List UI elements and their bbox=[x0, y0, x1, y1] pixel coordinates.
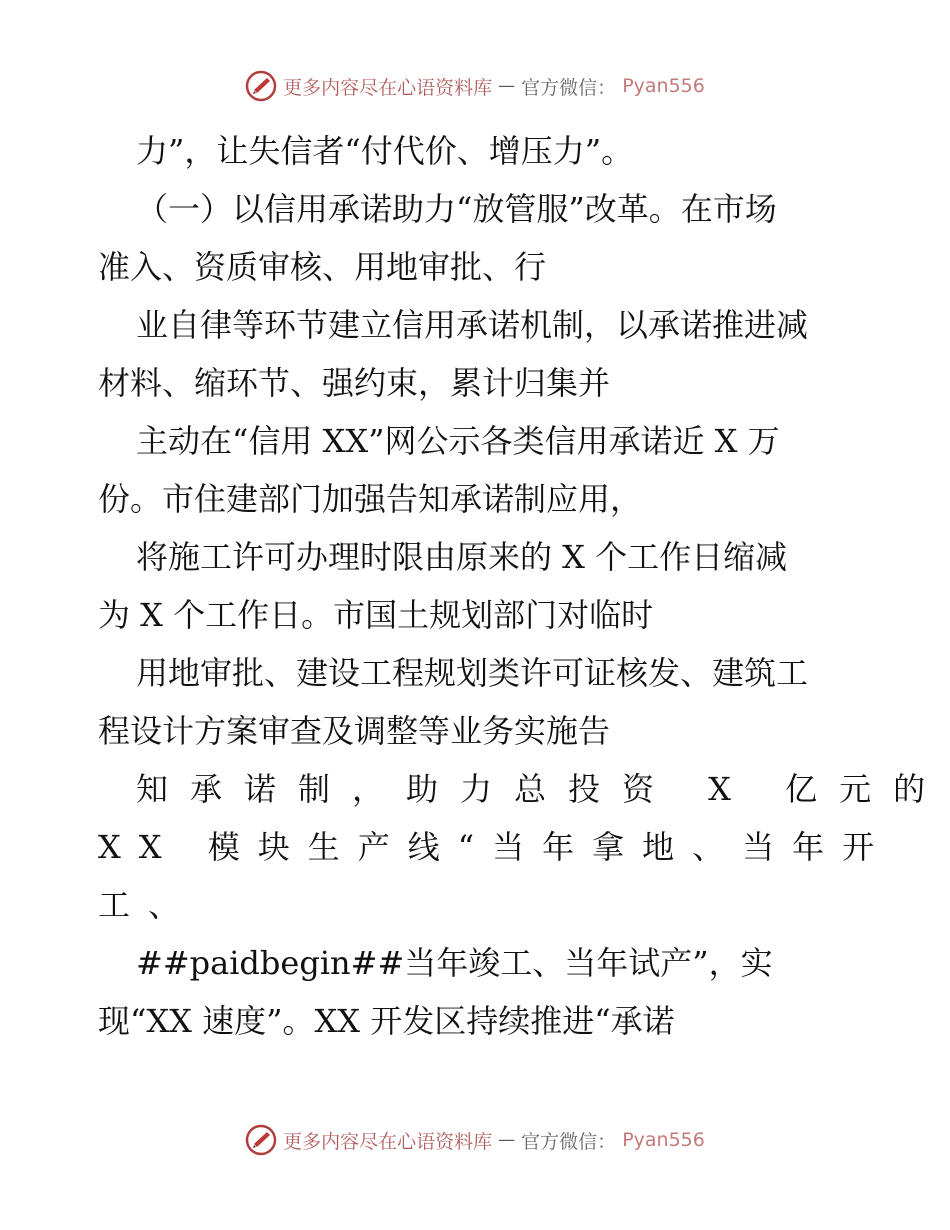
watermark-main-text: 更多内容尽在心语资料库 bbox=[283, 1130, 493, 1153]
text-line: 用地审批、建设工程规划类许可证核发、建筑工 bbox=[136, 654, 809, 692]
watermark-wechat-label: 官方微信： bbox=[521, 76, 617, 99]
text-line: 准入、资质审核、用地审批、行 bbox=[98, 248, 547, 286]
text-line: （一）以信用承诺助力“放管服”改革。在市场 bbox=[136, 190, 777, 228]
watermark-wechat-id: Pyan556 bbox=[622, 1129, 705, 1151]
text-line: 现“XX 速度”。XX 开发区持续推进“承诺 bbox=[98, 1002, 675, 1040]
watermark-separator: — bbox=[498, 76, 516, 96]
watermark-separator: — bbox=[498, 1130, 516, 1150]
text-line: 业自律等环节建立信用承诺机制，以承诺推进减 bbox=[136, 306, 809, 344]
footer-watermark bbox=[0, 1124, 950, 1156]
text-line: ##paidbegin##当年竣工、当年试产”，实 bbox=[136, 944, 773, 982]
watermark-main-text: 更多内容尽在心语资料库 bbox=[283, 76, 493, 99]
text-line: 力”，让失信者“付代价、增压力”。 bbox=[136, 132, 634, 170]
text-line: 主动在“信用 XX”网公示各类信用承诺近 X 万 bbox=[136, 422, 780, 460]
document-body bbox=[98, 122, 948, 1050]
text-line: 将施工许可办理时限由原来的 X 个工作日缩减 bbox=[136, 538, 788, 576]
watermark-wechat-label: 官方微信： bbox=[521, 1130, 617, 1153]
text-line: 工、 bbox=[98, 886, 199, 924]
header-watermark bbox=[0, 70, 950, 102]
logo-icon bbox=[245, 70, 277, 102]
text-line: 知承诺制，助力总投资 X 亿元的 bbox=[136, 770, 948, 808]
text-line: 材料、缩环节、强约束，累计归集并 bbox=[98, 364, 611, 402]
watermark-wechat-id: Pyan556 bbox=[622, 75, 705, 97]
text-line: 程设计方案审查及调整等业务实施告 bbox=[98, 712, 611, 750]
text-line: 份。市住建部门加强告知承诺制应用， bbox=[98, 480, 643, 518]
text-line: XX 模块生产线“当年拿地、当年开 bbox=[98, 828, 893, 866]
text-line: 为 X 个工作日。市国土规划部门对临时 bbox=[98, 596, 654, 634]
logo-icon bbox=[245, 1124, 277, 1156]
